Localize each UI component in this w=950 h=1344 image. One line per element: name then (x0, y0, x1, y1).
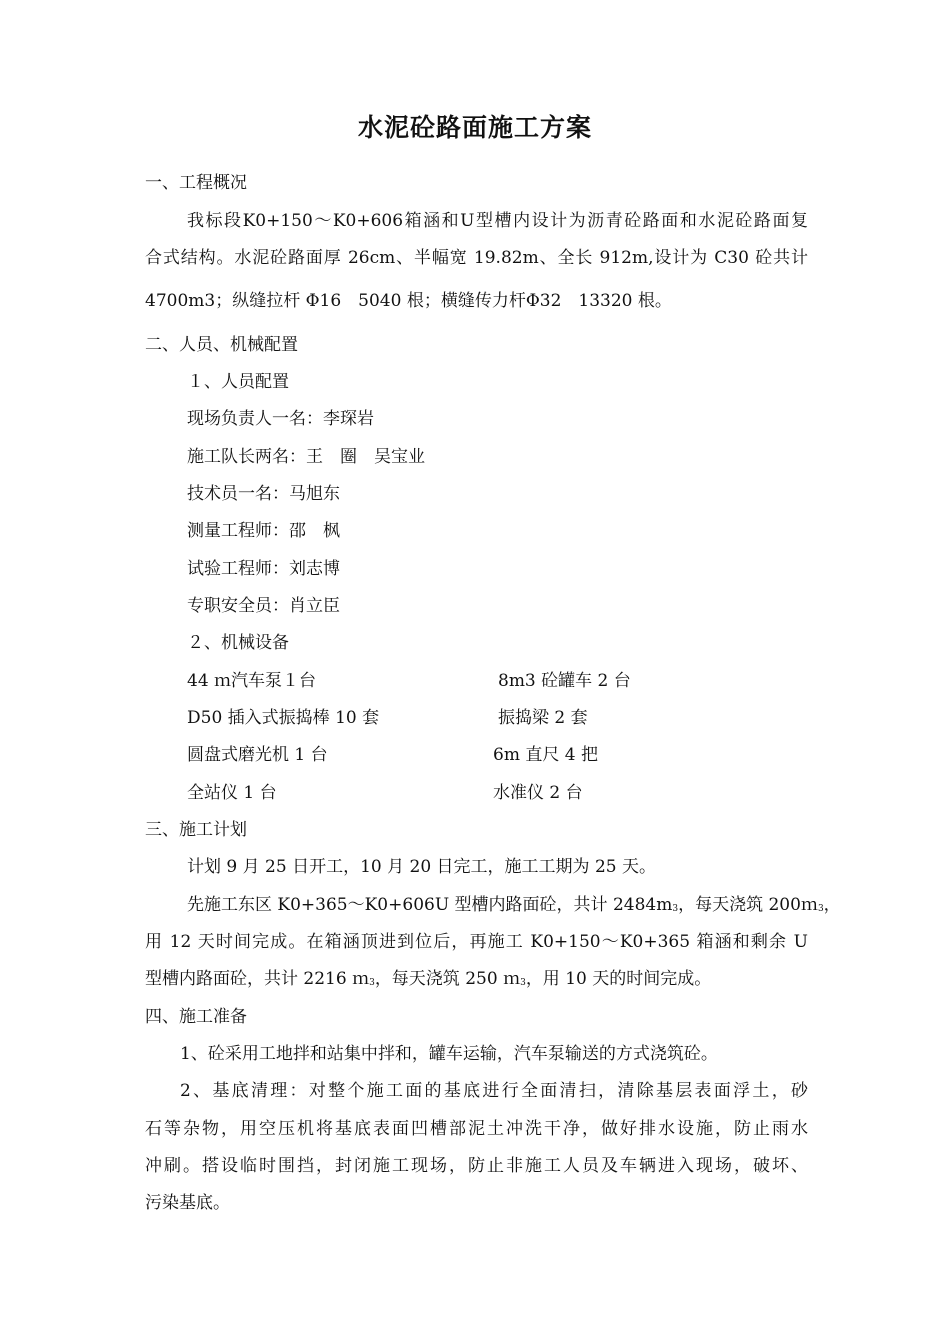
section-3-para-2-line-1 (187, 894, 841, 920)
text-run: ，每天浇筑 200ｍ (678, 895, 818, 915)
section-1-para-line-1: 我标段K0+150～K0+606箱涵和U型槽内设计为沥青砼路面和水泥砼路面复 (187, 211, 808, 231)
superscript-3: 3 (369, 978, 375, 988)
staff-item: 专职安全员：肖立臣 (187, 596, 340, 616)
text-run: 型槽内路面砼，共计 2216 ｍ (145, 969, 370, 989)
section-4-heading: 四、施工准备 (145, 1007, 247, 1027)
staff-item: 技术员一名：马旭东 (187, 484, 340, 504)
section-4-para-2-line-2: 石等杂物，用空压机将基底表面凹槽部泥土冲洗干净，做好排水设施，防止雨水 (145, 1119, 808, 1139)
equipment-item: 振捣梁 2 套 (498, 708, 588, 728)
superscript-3: 3 (672, 904, 679, 914)
section-2-heading: 二、人员、机械配置 (145, 335, 298, 355)
section-3-para-1: 计划 9 月 25 日开工，10 月 20 日完工，施工工期为 25 天。 (187, 857, 656, 877)
section-4-para-2-line-3: 冲刷。搭设临时围挡，封闭施工现场，防止非施工人员及车辆进入现场，破坏、 (145, 1156, 808, 1176)
text-run: ， (823, 895, 841, 915)
section-3-heading: 三、施工计划 (145, 820, 247, 840)
section-3-para-2-line-3 (145, 968, 711, 994)
equipment-item: 水准仪 2 台 (493, 783, 583, 803)
staff-item: 试验工程师：刘志博 (187, 559, 340, 579)
text-run: ，每天浇筑 250 ｍ (374, 969, 521, 989)
superscript-3: 3 (520, 978, 526, 988)
text-run: ，用 10 天的时间完成。 (525, 969, 712, 989)
equipment-item: 全站仪 1 台 (187, 783, 277, 803)
staff-item: 施工队长两名：王 圈 吴宝业 (187, 447, 425, 467)
staff-item: 测量工程师：邵 枫 (187, 521, 340, 541)
text-run: 先施工东区 K0+365～K0+606U 型槽内路面砼，共计 2484m (187, 895, 673, 915)
equipment-item: D50 插入式振捣棒 10 套 (187, 708, 380, 728)
section-1-para-line-2: 合式结构。水泥砼路面厚 26cm、半幅宽 19.82m、全长 912m,设计为 C30 砼共计 (145, 248, 808, 268)
section-2-sub-1: １、人员配置 (187, 372, 289, 392)
section-4-para-2-line-4: 污染基底。 (145, 1193, 230, 1213)
section-3-para-2-line-2: 用 12 天时间完成。在箱涵顶进到位后，再施工 K0+150～K0+365 箱涵和剩余 U (145, 932, 808, 952)
equipment-item: 44 ｍ汽车泵１台 (187, 671, 317, 691)
section-4-para-2-line-1: 2、基底清理：对整个施工面的基底进行全面清扫，清除基层表面浮土，砂 (180, 1081, 808, 1101)
equipment-item: 圆盘式磨光机 1 台 (187, 745, 328, 765)
document-title: 水泥砼路面施工方案 (357, 113, 592, 142)
equipment-item: 8m3 砼罐车 2 台 (498, 671, 631, 691)
section-2-sub-2: ２、机械设备 (187, 633, 289, 653)
equipment-item: 6m 直尺 4 把 (493, 745, 598, 765)
section-4-para-1: 1、砼采用工地拌和站集中拌和，罐车运输，汽车泵输送的方式浇筑砼。 (180, 1044, 718, 1064)
staff-item: 现场负责人一名：李琛岩 (187, 409, 374, 429)
superscript-3: 3 (817, 904, 824, 914)
section-1-para-line-3: 4700m3；纵缝拉杆 Φ16 5040 根；横缝传力杆Φ32 13320 根。 (145, 291, 672, 311)
section-1-heading: 一、工程概况 (145, 173, 247, 193)
